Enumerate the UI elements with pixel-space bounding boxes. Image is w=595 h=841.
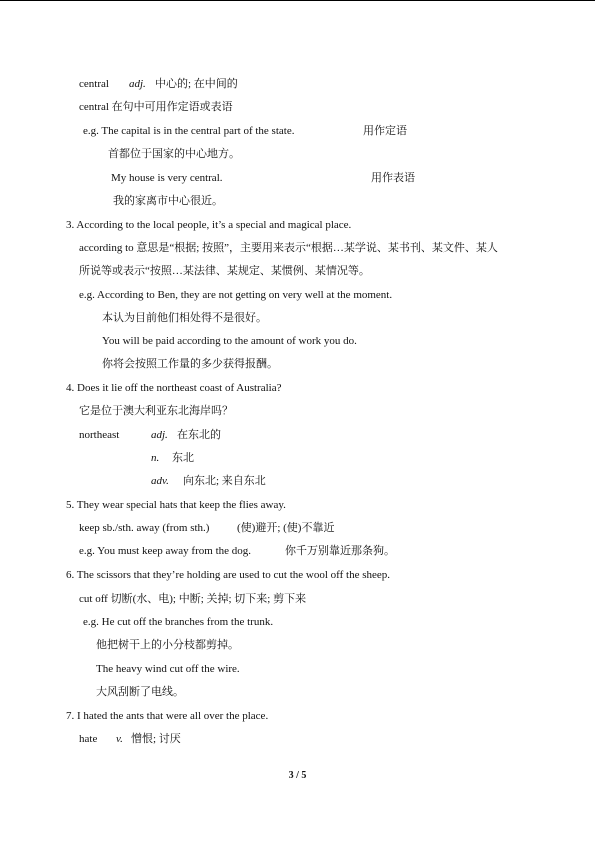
- item-4-translation: 它是位于澳大利亚东北海岸吗？: [79, 405, 233, 417]
- item-3-sentence: 3. According to the local people, it’s a special and magical place.: [66, 219, 352, 231]
- example-translation: 你千万别靠近那条狗。: [285, 545, 395, 557]
- example-translation: 本认为目前他们相处得不是很好。: [102, 312, 267, 324]
- item-4-sentence: 4. Does it lie off the northeast coast of Australia?: [66, 382, 282, 394]
- vocab-according-to-explanation: according to 意思是“根据; 按照”，主要用来表示“根据…某学说、某书刊、某文件、某人: [79, 242, 498, 254]
- example-sentence: e.g. You must keep away from the dog.: [79, 545, 252, 557]
- vocab-hate-headword: hate: [79, 733, 98, 745]
- vocab-hate-meaning: 憎恨; 讨厌: [131, 733, 181, 745]
- example-sentence: e.g. He cut off the branches from the trunk.: [83, 616, 274, 628]
- example-sentence: e.g. The capital is in the central part of the state.: [83, 125, 295, 137]
- vocab-northeast-pos: n.: [151, 452, 160, 464]
- example-note: 用作表语: [371, 172, 415, 184]
- vocab-keep-away-meaning: (使)避开; (使)不靠近: [237, 522, 335, 534]
- top-rule: [0, 0, 595, 1]
- vocab-keep-away-phrase: keep sb./sth. away (from sth.): [79, 522, 210, 534]
- usage-note: central 在句中可用作定语或表语: [79, 101, 233, 113]
- example-translation: 首都位于国家的中心地方。: [108, 148, 240, 160]
- example-sentence: My house is very central.: [111, 172, 223, 184]
- vocab-cut-off: cut off 切断(水、电); 中断; 关掉; 切下来; 剪下来: [79, 593, 307, 605]
- example-sentence: e.g. According to Ben, they are not getting on very well at the moment.: [79, 289, 393, 301]
- vocab-hate-pos: v.: [116, 733, 123, 745]
- item-7-sentence: 7. I hated the ants that were all over the place.: [66, 710, 269, 722]
- vocab-central-meaning: 中心的; 在中间的: [155, 78, 238, 90]
- example-translation: 大风刮断了电线。: [96, 686, 184, 698]
- vocab-northeast-headword: northeast: [79, 429, 120, 441]
- item-5-sentence: 5. They wear special hats that keep the flies away.: [66, 499, 286, 511]
- example-translation: 你将会按照工作量的多少获得报酬。: [102, 358, 278, 370]
- example-translation: 我的家离市中心很近。: [113, 195, 223, 207]
- vocab-northeast-meaning: 在东北的: [177, 429, 221, 441]
- vocab-according-to-explanation-cont: 所说等或表示“按照…某法律、某规定、某惯例、某情况等。: [79, 265, 370, 277]
- vocab-northeast-pos: adv.: [151, 475, 169, 487]
- example-sentence: The heavy wind cut off the wire.: [96, 663, 240, 675]
- page-number: 3 / 5: [288, 770, 307, 781]
- example-note: 用作定语: [363, 125, 407, 137]
- example-sentence: You will be paid according to the amount of work you do.: [102, 335, 357, 347]
- vocab-northeast-pos: adj.: [151, 429, 168, 441]
- item-6-sentence: 6. The scissors that they’re holding are used to cut the wool off the sheep.: [66, 569, 391, 581]
- vocab-central-pos: adj.: [129, 78, 146, 90]
- vocab-northeast-meaning: 向东北; 来自东北: [183, 475, 266, 487]
- vocab-central-headword: central: [79, 78, 109, 90]
- vocab-northeast-meaning: 东北: [172, 452, 194, 464]
- example-translation: 他把树干上的小分枝都剪掉。: [96, 639, 239, 651]
